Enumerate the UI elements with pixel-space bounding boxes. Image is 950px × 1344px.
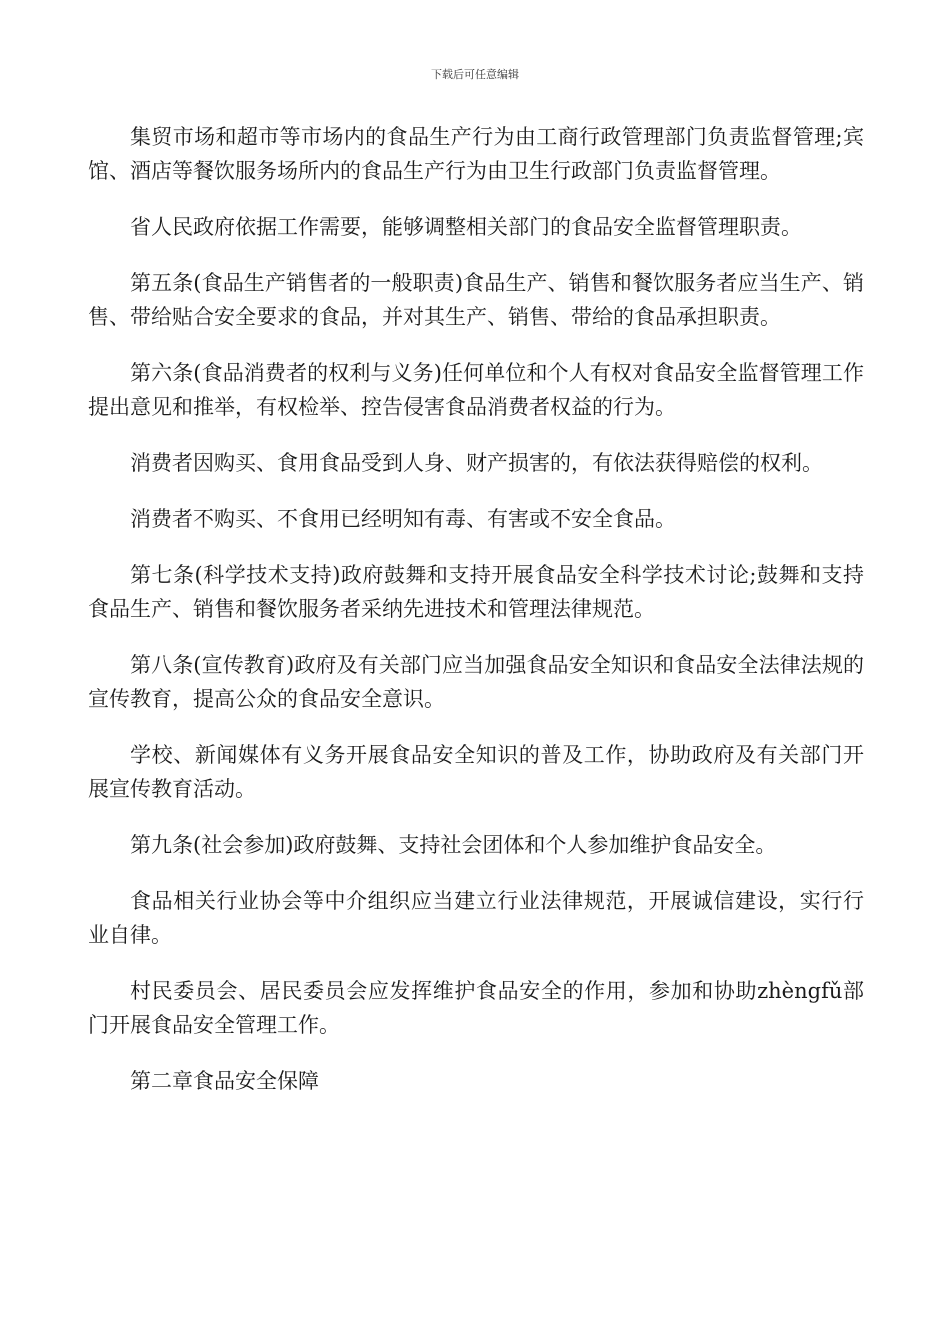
chapter-heading: 第二章食品安全保障 bbox=[130, 1069, 319, 1093]
document-body bbox=[88, 120, 864, 1120]
page-header-note: 下载后可任意编辑 bbox=[431, 68, 519, 81]
paragraph: 学校、新闻媒体有义务开展食品安全知识的普及工作，协助政府及有关部门开展宣传教育活动。 bbox=[88, 743, 864, 801]
paragraph: 第六条(食品消费者的权利与义务)任何单位和个人有权对食品安全监督管理工作提出意见和推举，有权检举、控告侵害食品消费者权益的行为。 bbox=[88, 361, 864, 419]
paragraph: 消费者不购买、不食用已经明知有毒、有害或不安全食品。 bbox=[130, 507, 676, 531]
paragraph: 第八条(宣传教育)政府及有关部门应当加强食品安全知识和食品安全法律法规的宣传教育，提高公众的食品安全意识。 bbox=[88, 653, 864, 711]
paragraph: 省人民政府依据工作需要，能够调整相关部门的食品安全监督管理职责。 bbox=[130, 215, 802, 239]
paragraph: 消费者因购买、食用食品受到人身、财产损害的，有依法获得赔偿的权利。 bbox=[130, 451, 823, 475]
paragraph: 第七条(科学技术支持)政府鼓舞和支持开展食品安全科学技术讨论;鼓舞和支持食品生产、销售和餐饮服务者采纳先进技术和管理法律规范。 bbox=[88, 563, 864, 621]
paragraph: 集贸市场和超市等市场内的食品生产行为由工商行政管理部门负责监督管理;宾馆、酒店等餐饮服务场所内的食品生产行为由卫生行政部门负责监督管理。 bbox=[88, 125, 864, 183]
paragraph: 第五条(食品生产销售者的一般职责)食品生产、销售和餐饮服务者应当生产、销售、带给贴合安全要求的食品，并对其生产、销售、带给的食品承担职责。 bbox=[88, 271, 864, 329]
paragraph: 食品相关行业协会等中介组织应当建立行业法律规范，开展诚信建设，实行行业自律。 bbox=[88, 889, 864, 947]
paragraph: 村民委员会、居民委员会应发挥维护食品安全的作用，参加和协助zhèngfǔ部门开展食品安全管理工作。 bbox=[88, 979, 864, 1037]
paragraph: 第九条(社会参加)政府鼓舞、支持社会团体和个人参加维护食品安全。 bbox=[130, 833, 777, 857]
